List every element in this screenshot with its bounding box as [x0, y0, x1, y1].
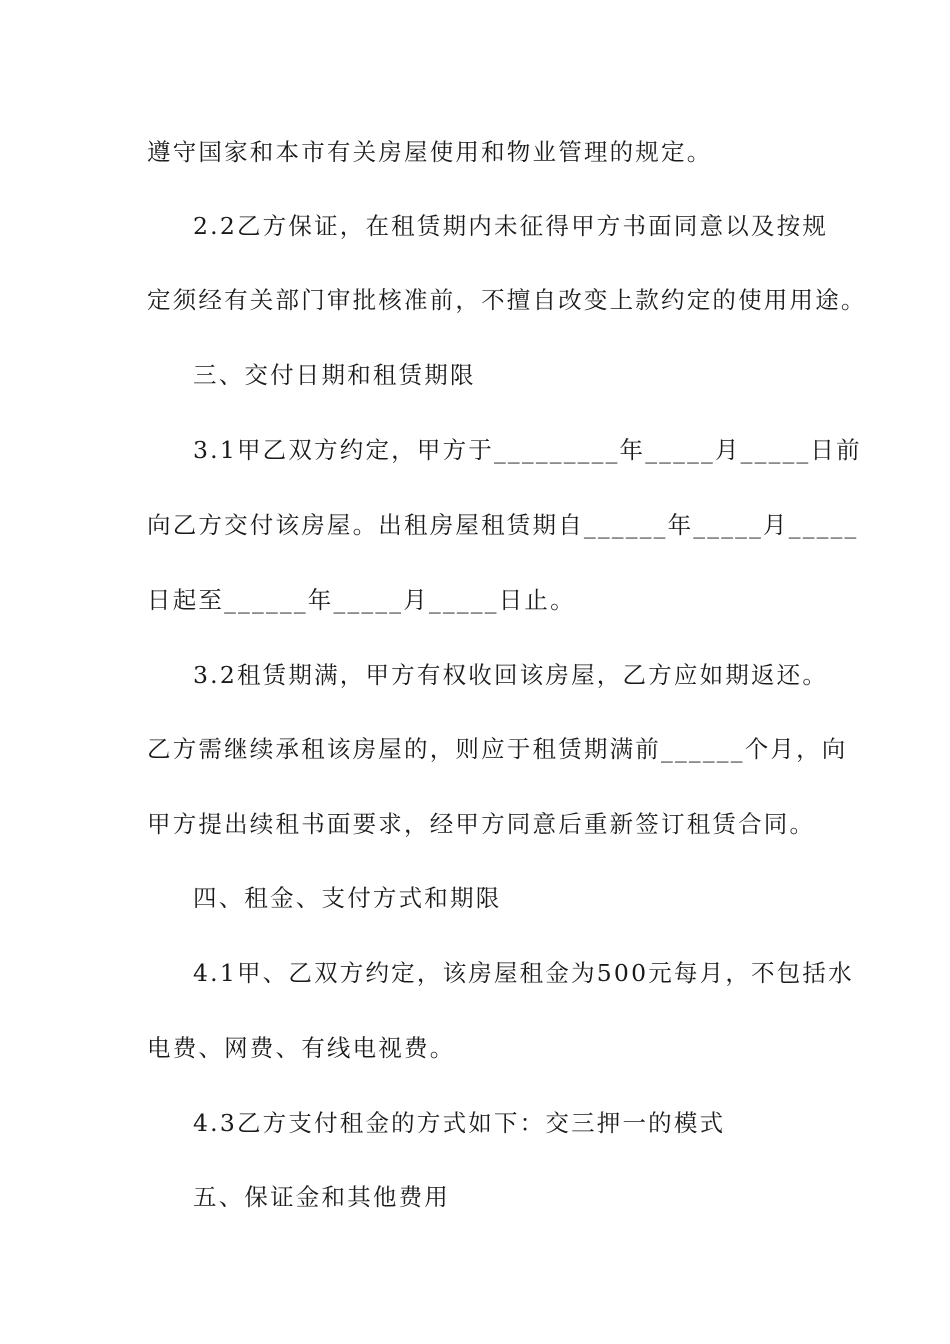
text-line: 定须经有关部门审批核准前，不擅自改变上款约定的使用用途。 [147, 286, 867, 314]
text-line: 乙方需继续承租该房屋的，则应于租赁期满前______个月，向 [147, 735, 848, 763]
text-line: 日起至______年_____月_____日止。 [147, 586, 576, 614]
section-heading-5: 五、保证金和其他费用 [193, 1183, 450, 1211]
clause-4-1: 4.1甲、乙双方约定，该房屋租金为500元每月，不包括水 [193, 959, 854, 987]
clause-2-2: 2.2乙方保证，在租赁期内未征得甲方书面同意以及按规 [193, 212, 829, 240]
clause-3-1: 3.1甲乙双方约定，甲方于_________年_____月_____日前 [193, 436, 862, 464]
section-heading-4: 四、租金、支付方式和期限 [193, 884, 502, 912]
text-line: 遵守国家和本市有关房屋使用和物业管理的规定。 [147, 138, 713, 166]
text-line: 甲方提出续租书面要求，经甲方同意后重新签订租赁合同。 [147, 810, 816, 838]
text-line: 向乙方交付该房屋。出租房屋租赁期自______年_____月_____ [147, 511, 859, 539]
clause-4-3: 4.3乙方支付租金的方式如下：交三押一的模式 [193, 1109, 726, 1137]
clause-3-2: 3.2租赁期满，甲方有权收回该房屋，乙方应如期返还。 [193, 661, 829, 689]
section-heading-3: 三、交付日期和租赁期限 [193, 361, 476, 389]
text-line: 电费、网费、有线电视费。 [147, 1034, 456, 1062]
